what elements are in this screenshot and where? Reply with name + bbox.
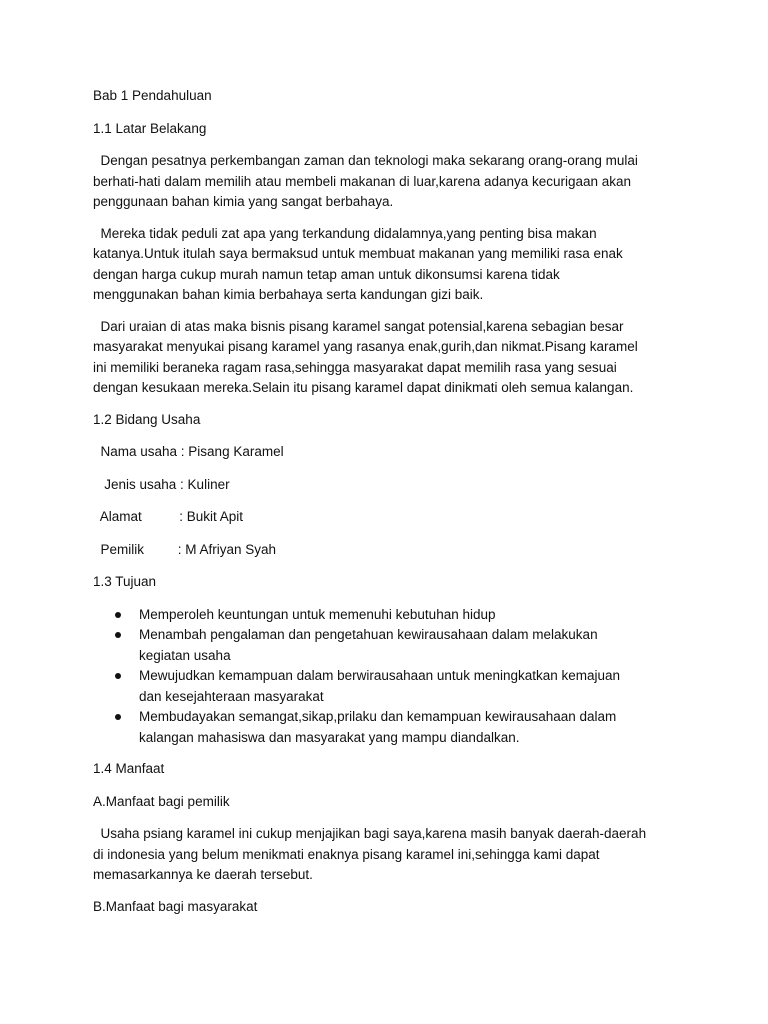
list-item-line: Memperoleh keuntungan untuk memenuhi kebutuhan hidup — [139, 606, 496, 622]
field-nama-usaha: Nama usaha : Pisang Karamel — [93, 444, 284, 459]
bullet-icon — [115, 673, 121, 679]
paragraph-line: masyarakat menyukai pisang karamel yang rasanya enak,gurih,dan nikmat.Pisang karamel — [93, 339, 638, 354]
tujuan-list — [93, 605, 683, 749]
paragraph-line: di indonesia yang belum menikmati enaknya pisang karamel ini,sehingga kami dapat — [93, 846, 600, 862]
field-alamat: Alamat : Bukit Apit — [93, 509, 244, 524]
field-jenis-usaha: Jenis usaha : Kuliner — [93, 476, 230, 492]
subsection-heading-manfaat-pemilik: A.Manfaat bagi pemilik — [93, 793, 230, 809]
paragraph-line: Dengan pesatnya perkembangan zaman dan teknologi maka sekarang orang-orang mulai — [93, 153, 638, 168]
list-item — [93, 605, 683, 626]
paragraph-2 — [93, 224, 683, 306]
section-heading-latar-belakang: 1.1 Latar Belakang — [93, 120, 207, 136]
list-item-line: dan kesejahteraan masyarakat — [139, 688, 324, 704]
paragraph-line: dengan kesukaan mereka.Selain itu pisang karamel dapat dinikmati oleh semua kalangan. — [93, 380, 634, 395]
bullet-icon — [115, 714, 121, 720]
list-item-line: Menambah pengalaman dan pengetahuan kewirausahaan dalam melakukan — [139, 627, 598, 642]
paragraph-line: Mereka tidak peduli zat apa yang terkandung didalamnya,yang penting bisa makan — [93, 225, 597, 241]
paragraph-line: Dari uraian di atas maka bisnis pisang karamel sangat potensial,karena sebagian besar — [93, 318, 624, 334]
list-item — [93, 666, 683, 707]
paragraph-line: katanya.Untuk itulah saya bermaksud untuk membuat makanan yang memiliki rasa enak — [93, 246, 623, 261]
paragraph-line: Usaha psiang karamel ini cukup menjajikan bagi saya,karena masih banyak daerah-daerah — [93, 826, 647, 841]
list-item-line: kalangan mahasiswa dan masyarakat yang mampu diandalkan. — [139, 729, 520, 745]
field-pemilik: Pemilik : M Afriyan Syah — [93, 541, 277, 557]
list-item — [93, 625, 683, 666]
paragraph-3 — [93, 317, 683, 399]
subsection-heading-manfaat-masyarakat: B.Manfaat bagi masyarakat — [93, 898, 258, 914]
list-item-line: Membudayakan semangat,sikap,prilaku dan kemampuan kewirausahaan dalam — [139, 709, 617, 724]
list-item — [93, 707, 683, 748]
paragraph-1 — [93, 151, 683, 213]
paragraph-manfaat-pemilik — [93, 824, 683, 886]
section-heading-tujuan: 1.3 Tujuan — [93, 574, 157, 589]
section-heading-bidang-usaha: 1.2 Bidang Usaha — [93, 411, 201, 427]
paragraph-line: penggunaan bahan kimia yang sangat berbahaya. — [93, 194, 394, 209]
list-item-line: Mewujudkan kemampuan dalam berwirausahaan untuk meningkatkan kemajuan — [139, 668, 621, 683]
paragraph-line: dengan harga cukup murah namun tetap aman untuk dikonsumsi karena tidak — [93, 266, 560, 282]
paragraph-line: memasarkannya ke daerah tersebut. — [93, 867, 313, 882]
section-heading-manfaat: 1.4 Manfaat — [93, 761, 165, 776]
list-item-line: kegiatan usaha — [139, 647, 231, 663]
chapter-title: Bab 1 Pendahuluan — [93, 88, 212, 103]
bullet-icon — [115, 632, 121, 638]
bullet-icon — [115, 612, 121, 618]
paragraph-line: menggunakan bahan kimia berbahaya serta kandungan gizi baik. — [93, 287, 484, 302]
paragraph-line: ini memiliki beraneka ragam rasa,sehingga masyarakat dapat memilih rasa yang sesuai — [93, 359, 617, 375]
document-body — [93, 86, 683, 929]
paragraph-line: berhati-hati dalam memilih atau membeli makanan di luar,karena adanya kecurigaan akan — [93, 173, 632, 189]
